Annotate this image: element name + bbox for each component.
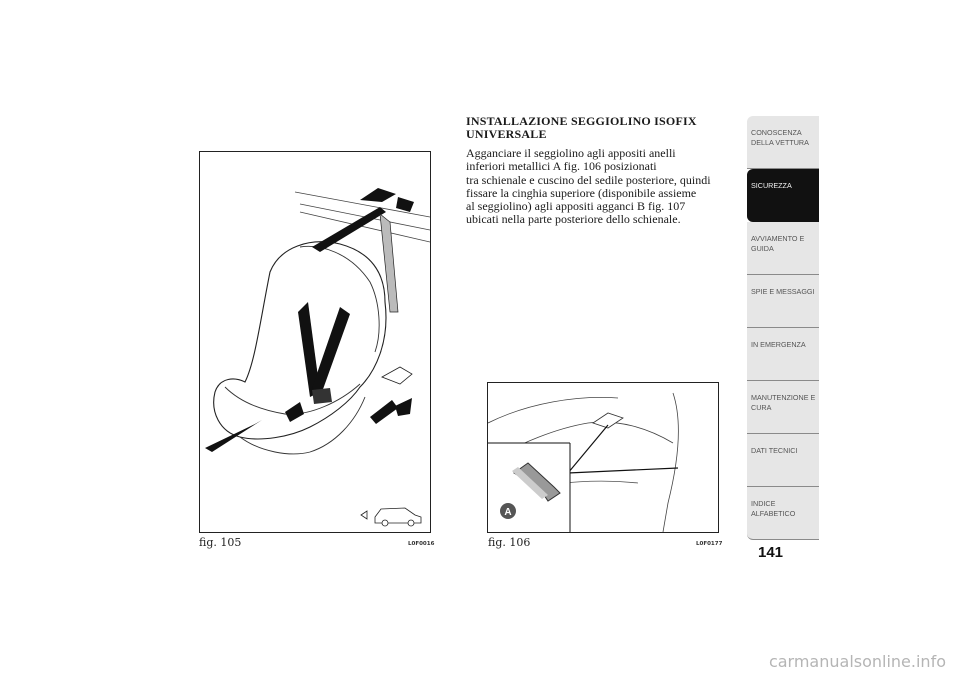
page-number: 141 (758, 544, 784, 561)
figure-106-isofix-ring (487, 382, 719, 533)
isofix-ring-illustration (488, 383, 718, 532)
body-paragraph: Agganciare il seggiolino agli appositi anelli inferiori metallici A fig. 106 posizionati tra schienale e cuscino del sedile posteriore, quindi fissare la cinghia superiore (disponibile assieme al seggiolino) agli appositi agganci B fig. 107 ubicati nella parte posteriore dello schienale. (466, 146, 711, 227)
tab-dati-tecnici[interactable]: DATI TECNICI (747, 434, 819, 487)
text-block (466, 115, 728, 227)
callout-a-label: A (504, 507, 512, 518)
figure-105-child-seat (199, 151, 431, 533)
arrow-icon (360, 188, 396, 202)
tab-manutenzione-e-cura[interactable]: MANUTENZIONE E CURA (747, 381, 819, 434)
watermark: carmanualsonline.info (768, 652, 946, 671)
figure-105-label: fig. 105 (199, 536, 242, 549)
car-side-icon (361, 508, 421, 526)
tab-avviamento-e-guida[interactable]: AVVIAMENTO E GUIDA (747, 222, 819, 275)
figure-106-code: L0F0177 (696, 541, 723, 547)
tab-spie-e-messaggi[interactable]: SPIE E MESSAGGI (747, 275, 819, 328)
section-title: INSTALLAZIONE SEGGIOLINO ISOFIX UNIVERSALE (466, 114, 697, 141)
chapter-tabs (747, 116, 819, 540)
tab-sicurezza[interactable]: SICUREZZA (747, 169, 819, 222)
child-seat-illustration (200, 152, 430, 532)
figure-105-code: L0F0016 (408, 541, 435, 547)
tab-in-emergenza[interactable]: IN EMERGENZA (747, 328, 819, 381)
figure-106-label: fig. 106 (488, 536, 531, 549)
tab-indice-alfabetico[interactable]: INDICE ALFABETICO (747, 487, 819, 540)
tab-conoscenza-della-vettura[interactable]: CONOSCENZA DELLA VETTURA (747, 116, 819, 169)
